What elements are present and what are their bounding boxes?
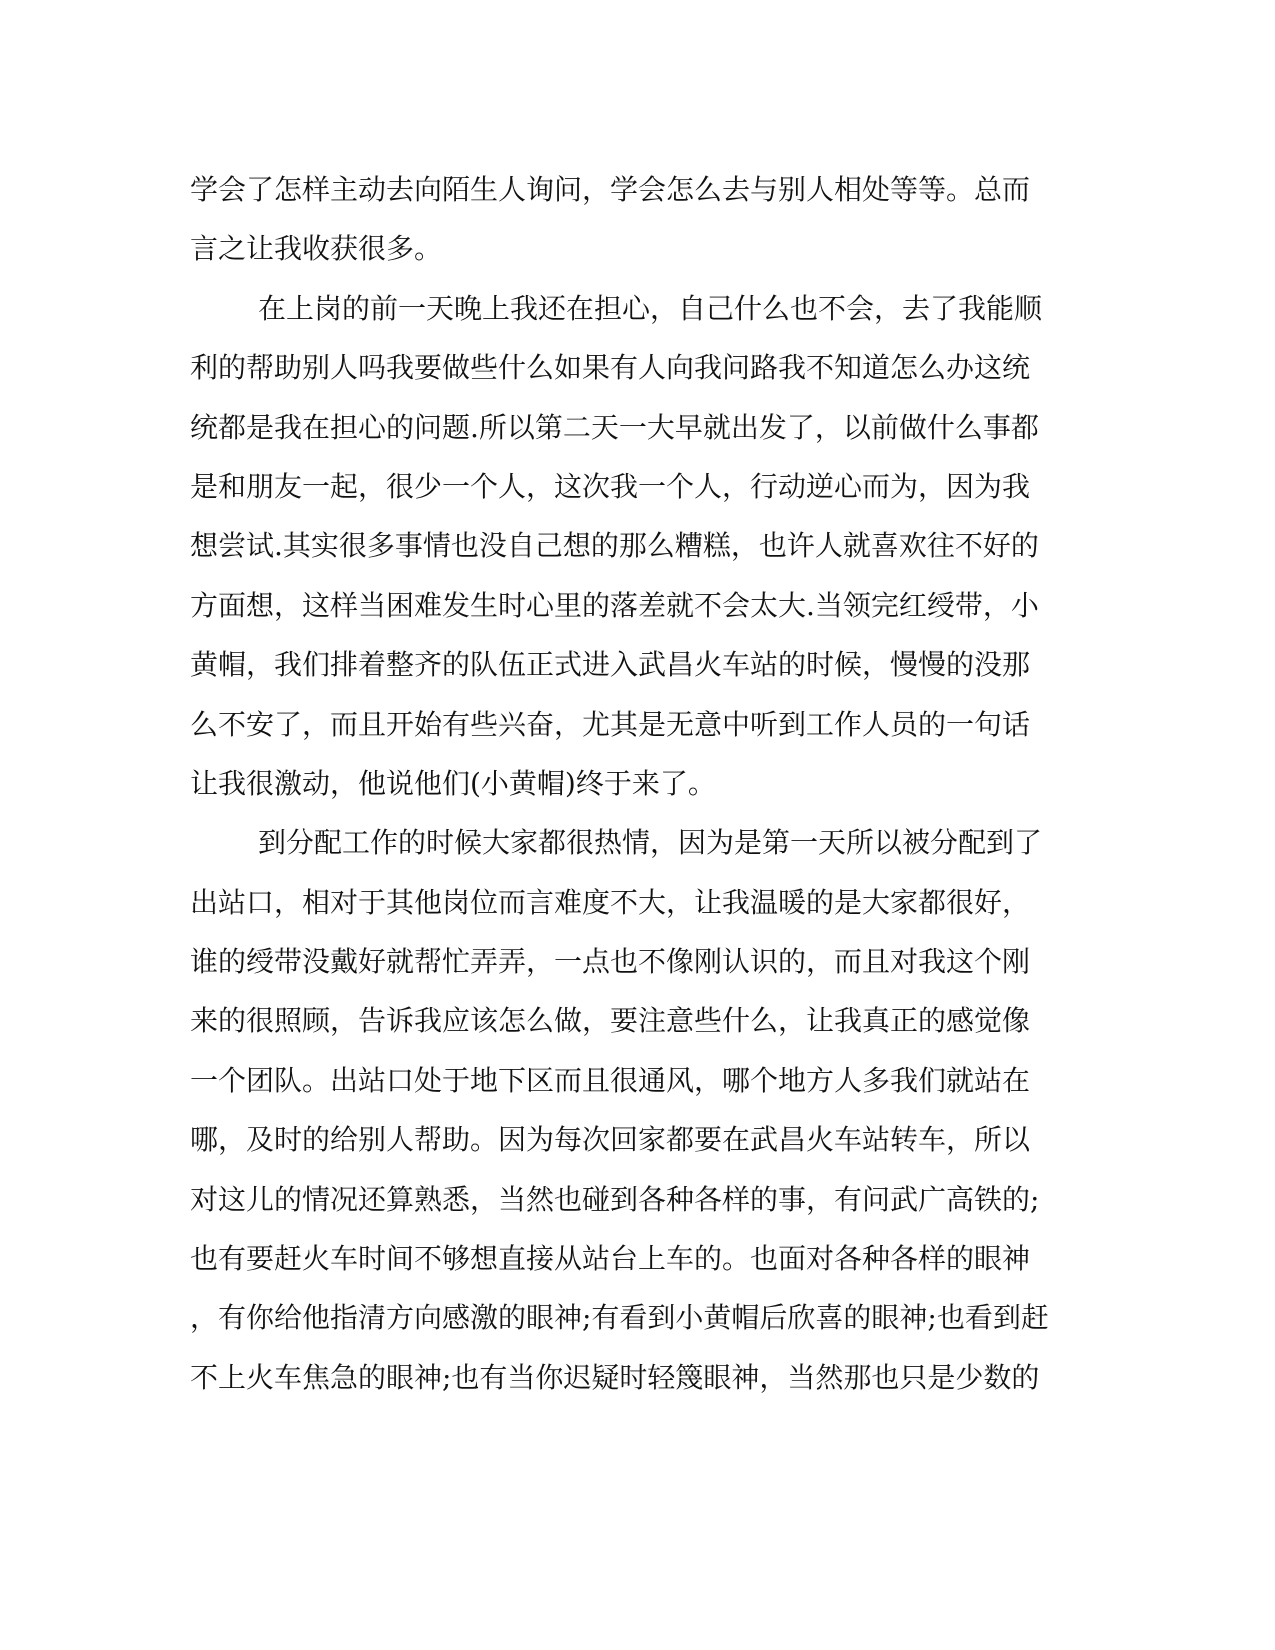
text-line: 利的帮助别人吗我要做些什么如果有人向我问路我不知道怎么办这统 (190, 351, 1031, 385)
text-line: 让我很激动，他说他们(小黄帽)终于来了。 (190, 766, 716, 800)
text-line: 方面想，这样当困难发生时心里的落差就不会太大.当领完红绶带，小 (190, 588, 1039, 622)
text-line: 也有要赶火车时间不够想直接从站台上车的。也面对各种各样的眼神 (190, 1242, 1031, 1276)
text-line: 么不安了，而且开始有些兴奋，尤其是无意中听到工作人员的一句话 (190, 707, 1031, 741)
paragraph-first-line: 在上岗的前一天晚上我还在担心，自己什么也不会，去了我能顺 (258, 291, 1043, 325)
text-line: 统都是我在担心的问题.所以第二天一大早就出发了，以前做什么事都 (190, 410, 1039, 444)
text-line: 对这儿的情况还算熟悉，当然也碰到各种各样的事，有问武广高铁的; (190, 1182, 1040, 1216)
text-line: 不上火车焦急的眼神;也有当你迟疑时轻篾眼神，当然那也只是少数的 (190, 1360, 1040, 1394)
text-line: 言之让我收获很多。 (190, 232, 443, 266)
text-line: 黄帽，我们排着整齐的队伍正式进入武昌火车站的时候，慢慢的没那 (190, 648, 1031, 682)
document-body (190, 160, 1070, 1407)
text-line: 出站口，相对于其他岗位而言难度不大，让我温暖的是大家都很好， (190, 885, 1031, 919)
text-line: 来的很照顾，告诉我应该怎么做，要注意些什么，让我真正的感觉像 (190, 1004, 1031, 1038)
text-line: 哪，及时的给别人帮助。因为每次回家都要在武昌火车站转车，所以 (190, 1123, 1031, 1157)
text-line: 是和朋友一起，很少一个人，这次我一个人，行动逆心而为，因为我 (190, 469, 1031, 503)
text-line: ，有你给他指清方向感激的眼神;有看到小黄帽后欣喜的眼神;也看到赶 (190, 1301, 1049, 1335)
text-line: 谁的绶带没戴好就帮忙弄弄，一点也不像刚认识的，而且对我这个刚 (190, 945, 1031, 979)
text-line: 学会了怎样主动去向陌生人询问，学会怎么去与别人相处等等。总而 (190, 173, 1031, 206)
paragraph-first-line: 到分配工作的时候大家都很热情，因为是第一天所以被分配到了 (258, 826, 1043, 860)
text-line: 想尝试.其实很多事情也没自己想的那么糟糕，也许人就喜欢往不好的 (190, 529, 1039, 563)
text-line: 一个团队。出站口处于地下区而且很通风，哪个地方人多我们就站在 (190, 1063, 1031, 1097)
